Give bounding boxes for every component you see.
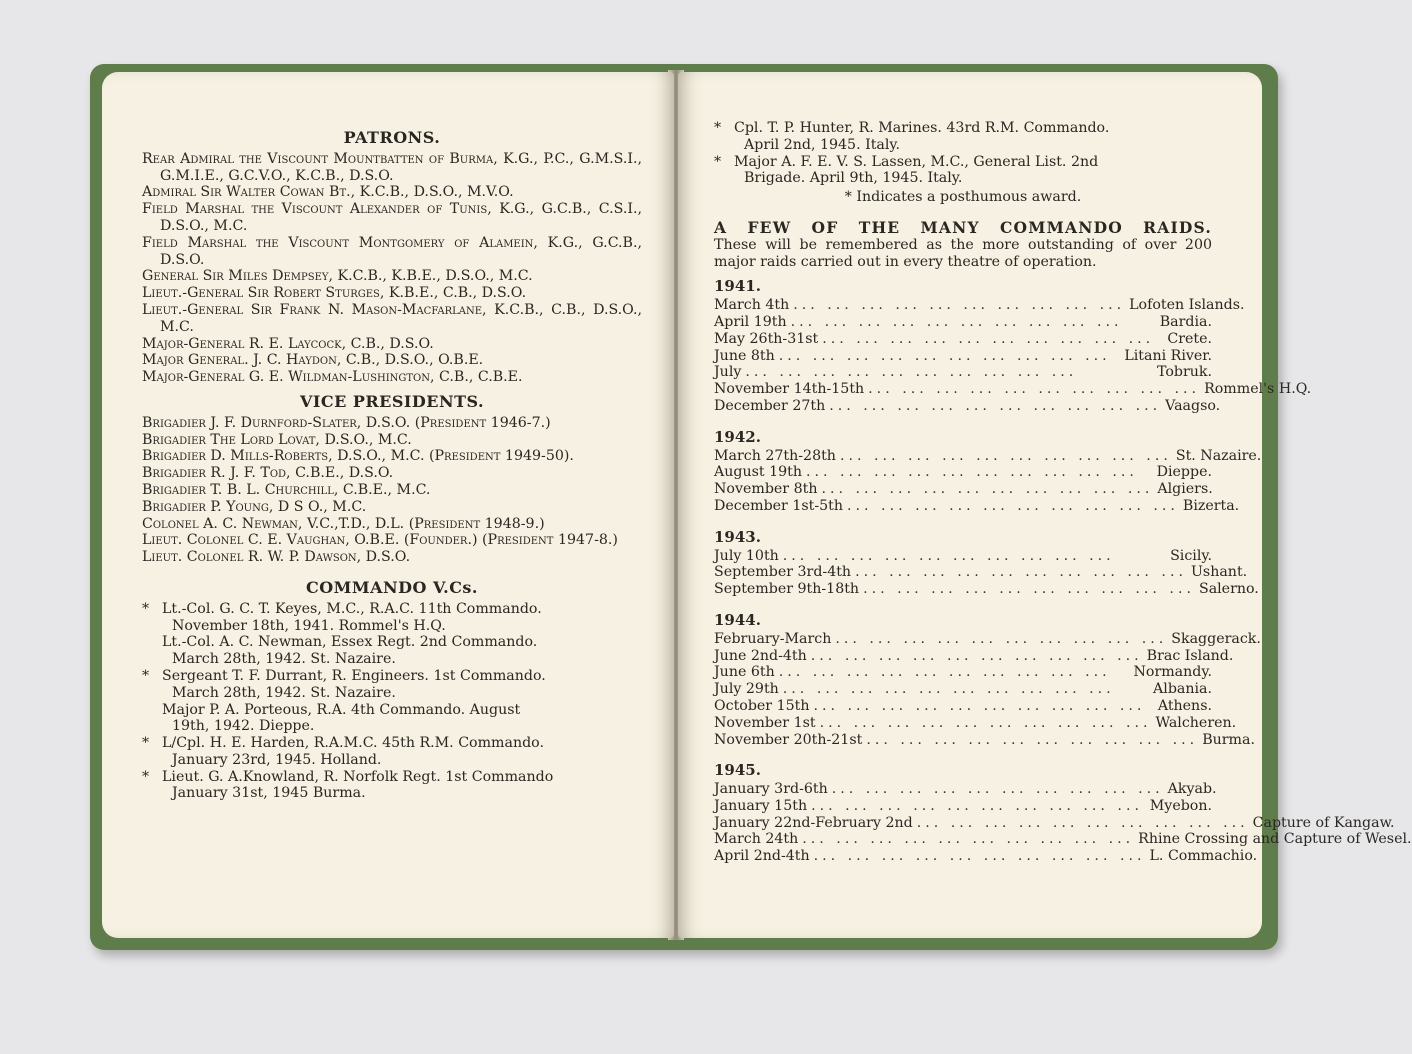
leader-dots: ... ... ... ... ... ... ... ... ... ... [790,313,1123,330]
leader-dots: ... ... ... ... ... ... ... ... ... ... [802,831,1135,848]
raid-place: Lofoten Islands. [1129,297,1245,314]
patron-entry: Field Marshal the Viscount Montgomery of Alamein, K.G., G.C.B., D.S.O. [142,234,642,268]
raid-place: Bardia. [1159,313,1212,330]
vice-president-entry: Brigadier T. B. L. Churchill, C.B.E., M.C. [142,481,431,498]
raid-date: December 27th [714,397,826,414]
vc-line: Lt.-Col. G. C. T. Keyes, M.C., R.A.C. 11th Commando. [162,600,542,617]
raid-row [714,447,1262,465]
vc-text [162,735,642,769]
raid-year-group [714,427,1262,515]
raid-row [714,464,1212,481]
raid-place: Albania. [1153,681,1212,698]
vc-line: Major A. F. E. V. S. Lassen, M.C., General List. 2nd [734,153,1099,170]
raid-row [714,497,1240,515]
leader-dots: ... ... ... ... ... ... ... ... ... ... [813,848,1146,865]
raid-place: Athens. [1157,697,1212,714]
raid-year: 1944. [714,610,761,629]
vc-text [162,702,642,736]
raid-row [714,698,1212,715]
posthumous-star: * [714,120,722,136]
leader-dots: ... ... ... ... ... ... ... ... ... ... [829,397,1162,414]
vc-line: March 28th, 1942. St. Nazaire. [172,684,396,701]
raid-year-group [714,527,1259,598]
raid-date: August 19th [714,464,802,481]
leader-dots: ... ... ... ... ... ... ... ... ... ... [863,581,1195,598]
vice-presidents-list [142,415,642,566]
raid-date: March 24th [714,831,799,848]
raid-place: Myebon. [1149,797,1212,814]
raid-row [714,664,1212,681]
raid-row [714,548,1212,565]
vc-text [162,634,642,668]
vice-president-entry: Lieut. Colonel R. W. P. Dawson, D.S.O. [142,549,411,566]
leader-dots: ... ... ... ... ... ... ... ... ... ... [806,464,1138,481]
raid-date: June 6th [714,664,775,681]
raid-row [714,714,1237,732]
leader-dots: ... ... ... ... ... ... ... ... ... ... [813,697,1146,714]
vc-text [734,120,1212,154]
raid-date: September 9th-18th [714,581,860,598]
leader-dots: ... ... ... ... ... ... ... ... ... ... [821,481,1154,498]
posthumous-star: * [142,735,150,752]
posthumous-star: * [142,600,150,617]
vice-president-entry: Lieut. Colonel C. E. Vaughan, O.B.E. (Founder.) (President 1947-8.) [142,532,618,549]
leader-dots: ... ... ... ... ... ... ... ... ... ... [831,781,1164,798]
leader-dots: ... ... ... ... ... ... ... ... ... ... [835,630,1168,647]
raid-date: June 8th [714,347,775,364]
vc-list [142,601,642,803]
vc-line: January 31st, 1945 Burma. [172,785,366,802]
raid-year-group [714,761,1412,865]
raid-place: Akyab. [1167,781,1217,798]
raid-place: Algiers. [1157,481,1213,498]
raid-date: November 8th [714,481,818,498]
vc-entry [714,120,1212,154]
vice-presidents-heading: VICE PRESIDENTS. [299,391,485,411]
vice-president-entry: Brigadier J. F. Durnford-Slater, D.S.O. (President 1946-7.) [142,414,551,431]
vice-president-entry: Brigadier The Lord Lovat, D.S.O., M.C. [142,431,412,448]
vc-line: Lt.-Col. A. C. Newman, Essex Regt. 2nd Commando. [162,634,538,651]
vc-entry [142,769,642,803]
raid-date: July [714,364,742,381]
raid-year: 1942. [714,427,761,446]
patron-entry: Major-General R. E. Laycock, C.B., D.S.O. [142,335,434,352]
posthumous-star [142,702,162,736]
leader-dots: ... ... ... ... ... ... ... ... ... ... [916,814,1249,831]
patron-entry: General Sir Miles Dempsey, K.C.B., K.B.E., D.S.O., M.C. [142,268,533,285]
raid-date: November 1st [714,714,816,731]
raid-row [714,331,1212,348]
raid-place: Walcheren. [1155,714,1237,731]
right-page [678,72,1412,938]
vc-line: 19th, 1942. Dieppe. [172,718,315,735]
raid-date: November 14th-15th [714,381,865,398]
vc-entry [142,702,642,736]
raid-row [714,297,1245,314]
raid-row [714,831,1412,848]
raid-place: Skaggerack. [1171,630,1261,647]
posthumous-note: * Indicates a posthumous award. [844,189,1082,206]
raid-place: Sicily. [1170,547,1212,564]
leader-dots: ... ... ... ... ... ... ... ... ... ... [866,731,1199,748]
patrons-heading: PATRONS. [343,128,441,147]
patron-entry: Major General. J. C. Haydon, C.B., D.S.O., O.B.E. [142,352,484,369]
posthumous-star: * [714,153,722,170]
vc-line: Lieut. G. A.Knowland, R. Norfolk Regt. 1st Commando [162,768,554,785]
vc-text [162,601,642,635]
raids-intro: These will be remembered as the more outstanding of over 200 major raids carried out in every theatre of operation. [714,236,1212,270]
raid-row [714,397,1221,415]
raids-list [714,277,1412,865]
patron-entry: Lieut.-General Sir Robert Sturges, K.B.E., C.B., D.S.O. [142,285,527,302]
raid-place: Vaagso. [1165,397,1221,414]
raid-date: February-March [714,630,832,647]
patron-entry: Admiral Sir Walter Cowan Bt., K.C.B., D.S.O., M.V.O. [142,184,514,201]
raids-heading: A FEW OF THE MANY COMMANDO RAIDS. [714,217,1212,237]
vc-line: November 18th, 1941. Rommel's H.Q. [172,617,446,634]
raid-date: October 15th [714,697,810,714]
raid-year-group [714,277,1312,414]
vice-president-entry: Colonel A. C. Newman, V.C.,T.D., D.L. (President 1948-9.) [142,515,545,532]
vc-text [734,154,1212,188]
posthumous-star: * [142,768,150,785]
vc-text [162,769,642,803]
raid-date: April 19th [714,313,787,330]
raid-date: January 22nd-February 2nd [714,814,913,831]
raid-date: March 4th [714,297,790,314]
vc-entry [142,601,642,635]
leader-dots: ... ... ... ... ... ... ... ... ... ... [782,547,1115,564]
right-page-content [714,120,1412,865]
vc-entry [714,154,1212,188]
vc-line: Cpl. T. P. Hunter, R. Marines. 43rd R.M. Commando. [734,120,1110,136]
raid-row [714,581,1259,598]
posthumous-star: * [142,667,150,684]
raid-date: June 2nd-4th [714,647,807,664]
raid-place: Salerno. [1198,581,1259,598]
leader-dots: ... ... ... ... ... ... ... ... ... ... [868,381,1201,398]
raid-year: 1941. [714,277,761,296]
raid-row [714,564,1248,581]
raid-row [714,798,1212,815]
raid-row [714,481,1212,498]
raid-place: Tobruk. [1156,364,1212,381]
raid-year: 1943. [714,527,761,546]
leader-dots: ... ... ... ... ... ... ... ... ... ... [855,564,1187,581]
raid-date: November 20th-21st [714,731,863,748]
leader-dots: ... ... ... ... ... ... ... ... ... ... [745,364,1078,381]
vice-president-entry: Brigadier R. J. F. Tod, C.B.E., D.S.O. [142,465,394,482]
raid-place: L. Commachio. [1149,848,1258,865]
leader-dots: ... ... ... ... ... ... ... ... ... ... [819,714,1152,731]
vc-entry [142,634,642,668]
raid-row [714,814,1395,832]
vc-line: L/Cpl. H. E. Harden, R.A.M.C. 45th R.M. Commando. [162,735,544,752]
leader-dots: ... ... ... ... ... ... ... ... ... ... [822,330,1155,347]
raid-date: September 3rd-4th [714,564,852,581]
raid-place: Rhine Crossing and Capture of Wesel. [1138,831,1412,848]
raid-date: January 3rd-6th [714,781,828,798]
vice-president-entry: Brigadier D. Mills-Roberts, D.S.O., M.C. (President 1949-50). [142,448,574,465]
leader-dots: ... ... ... ... ... ... ... ... ... ... [839,447,1172,464]
raid-date: March 27th-28th [714,447,836,464]
raid-place: Brac Island. [1146,647,1234,664]
raid-row [714,781,1217,798]
raid-row [714,848,1258,865]
vc-line: April 2nd, 1945. Italy. [744,136,901,153]
leader-dots: ... ... ... ... ... ... ... ... ... ... [810,647,1143,664]
raid-place: St. Nazaire. [1175,447,1262,464]
leader-dots: ... ... ... ... ... ... ... ... ... ... [847,497,1179,514]
raid-row [714,731,1255,749]
raid-date: July 10th [714,547,779,564]
raid-date: July 29th [714,681,779,698]
raid-place: Crete. [1167,330,1212,347]
raid-place: Dieppe. [1156,464,1212,481]
vc-line: Sergeant T. F. Durrant, R. Engineers. 1st Commando. [162,667,546,684]
left-page-content [142,130,642,802]
raid-place: Burma. [1202,731,1255,748]
raid-date: December 1st-5th [714,497,844,514]
patron-entry: Major-General G. E. Wildman-Lushington, C.B., C.B.E. [142,369,523,386]
vc-list-continued [714,120,1212,187]
raid-place: Bizerta. [1182,497,1240,514]
raid-place: Capture of Kangaw. [1252,814,1395,831]
patrons-list [142,151,642,386]
leader-dots: ... ... ... ... ... ... ... ... ... ... [793,297,1126,314]
raid-row [714,348,1212,365]
leader-dots: ... ... ... ... ... ... ... ... ... ... [811,797,1143,814]
patron-entry: Lieut.-General Sir Frank N. Mason-Macfarlane, K.C.B., C.B., D.S.O., M.C. [142,301,642,335]
leader-dots: ... ... ... ... ... ... ... ... ... ... [778,664,1111,681]
raid-year: 1945. [714,761,761,780]
raid-row [714,681,1212,698]
commando-vcs-heading: COMMANDO V.Cs. [305,577,478,597]
patron-entry: Field Marshal the Viscount Alexander of Tunis, K.G., G.C.B., C.S.I., D.S.O., M.C. [142,201,642,234]
raid-row [714,647,1234,665]
raid-date: May 26th-31st [714,330,819,347]
raid-row [714,364,1212,381]
patron-entry: Rear Admiral the Viscount Mountbatten of Burma, K.G., P.C., G.M.S.I., G.M.I.E., G.C.V.O., K.C.B., D.S.O. [142,150,642,184]
raid-date: April 2nd-4th [714,848,810,865]
vc-line: Major P. A. Porteous, R.A. 4th Commando. August [162,701,521,718]
raid-row [714,630,1261,648]
raid-row [714,314,1212,331]
vc-text [162,668,642,702]
leader-dots: ... ... ... ... ... ... ... ... ... ... [778,347,1111,364]
raid-year-group [714,610,1261,748]
raid-place: Ushant. [1190,564,1248,581]
leader-dots: ... ... ... ... ... ... ... ... ... ... [782,681,1115,698]
raid-place: Litani River. [1124,347,1212,364]
raid-row [714,381,1312,398]
raid-date: January 15th [714,797,808,814]
raid-place: Rommel's H.Q. [1204,381,1312,398]
posthumous-star [142,634,162,668]
raid-place: Normandy. [1133,664,1212,681]
vice-president-entry: Brigadier P. Young, D S O., M.C. [142,498,367,515]
vc-entry [142,668,642,702]
vc-line: January 23rd, 1945. Holland. [172,751,382,768]
vc-line: March 28th, 1942. St. Nazaire. [172,651,396,668]
vc-line: Brigade. April 9th, 1945. Italy. [744,170,963,187]
vc-entry [142,735,642,769]
left-page [102,72,674,938]
